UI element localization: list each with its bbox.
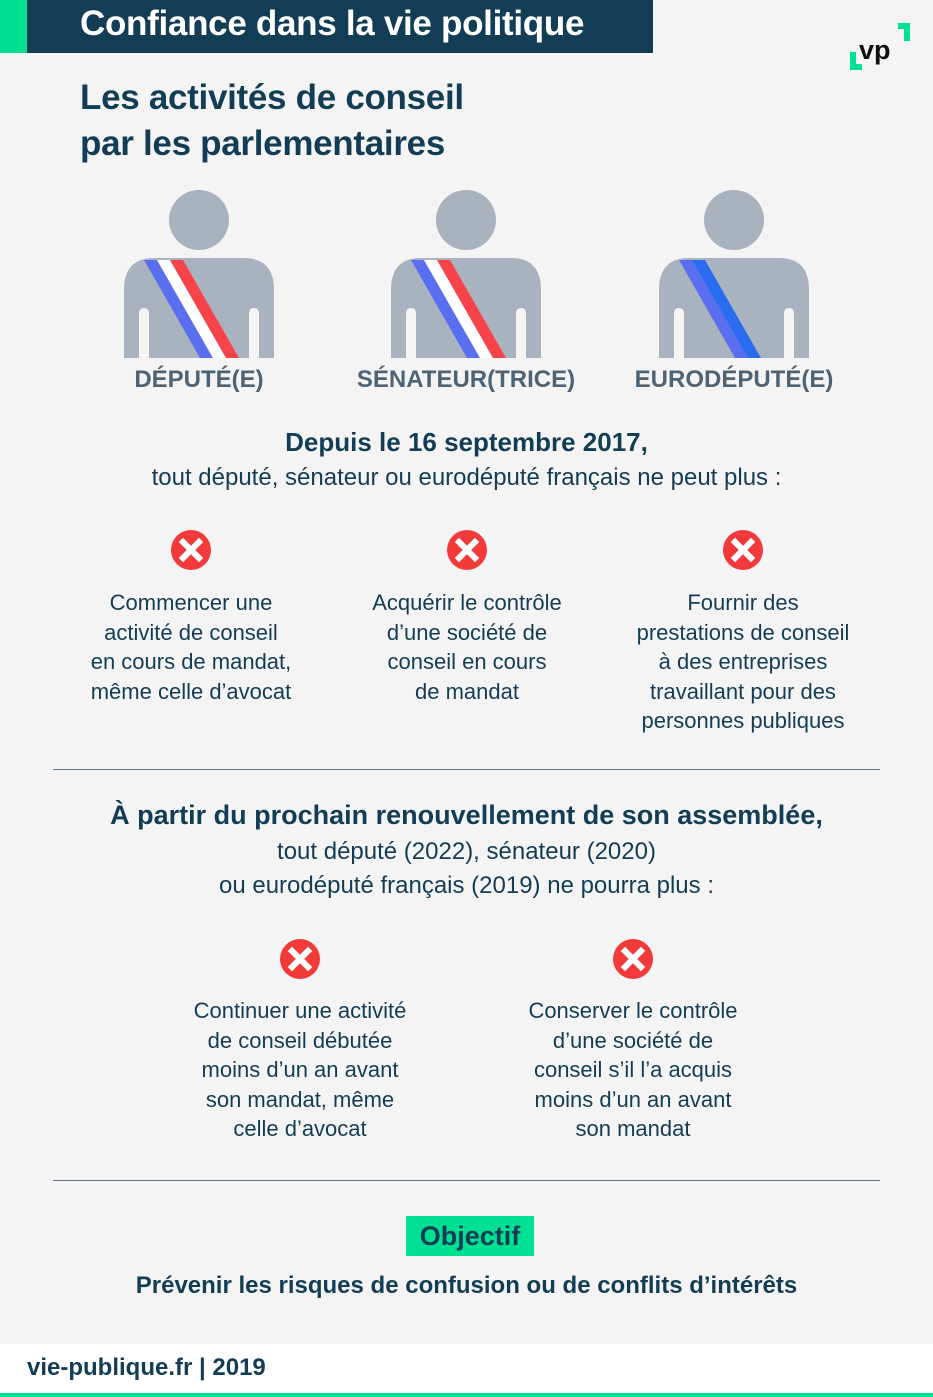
vp-logo-icon <box>846 20 914 72</box>
section2-subheading-1: tout député (2022), sénateur (2020) <box>277 838 656 865</box>
objectif-badge: Objectif <box>406 1216 534 1256</box>
section2-subheading-2: ou eurodéputé français (2019) ne pourra plus : <box>219 872 714 899</box>
section1-subheading: tout député, sénateur ou eurodéputé français ne peut plus : <box>151 464 782 491</box>
figure-label-senateur: SÉNATEUR(TRICE) <box>356 366 576 393</box>
page-title <box>80 75 464 167</box>
section2-item-1: Continuer une activité de conseil débutée moins d’un an avant son mandat, même celle d’avocat <box>193 998 407 1141</box>
footer-accent-line <box>0 1393 933 1397</box>
category-title: Confiance dans la vie politique <box>80 4 585 43</box>
x-circle-icon <box>446 529 488 571</box>
x-circle-icon <box>612 938 654 980</box>
section1-header <box>0 427 933 492</box>
section2-header <box>0 800 933 903</box>
figure-label-eurodepute: EURODÉPUTÉ(E) <box>634 366 834 393</box>
footer-source: vie-publique.fr | 2019 <box>27 1354 266 1381</box>
section-divider <box>53 769 880 770</box>
objectif-text: Prévenir les risques de confusion ou de conflits d’intérêts <box>135 1272 798 1299</box>
x-circle-icon <box>170 529 212 571</box>
section1-item-2: Acquérir le contrôle d’une société de conseil en cours de mandat <box>372 590 562 704</box>
page-title-line-2: par les parlementaires <box>80 124 445 163</box>
page-title-line-1: Les activités de conseil <box>80 78 464 117</box>
eurodepute-figure-icon <box>659 190 809 362</box>
svg-text:vp: vp <box>859 35 891 65</box>
header-accent-tab <box>0 0 27 53</box>
section2-item-2: Conserver le contrôle d’une société de conseil s’il l’a acquis moins d’un an avant son mandat <box>528 998 738 1141</box>
section1-heading: Depuis le 16 septembre 2017, <box>285 427 648 457</box>
depute-figure-icon <box>124 190 274 362</box>
figure-label-depute: DÉPUTÉ(E) <box>134 366 264 393</box>
x-circle-icon <box>279 938 321 980</box>
section2-heading: À partir du prochain renouvellement de son assemblée, <box>110 800 823 830</box>
section-divider <box>53 1180 880 1181</box>
senateur-figure-icon <box>391 190 541 362</box>
section1-item-3: Fournir des prestations de conseil à des entreprises travaillant pour des personnes publiques <box>636 590 850 733</box>
x-circle-icon <box>722 529 764 571</box>
section1-item-1: Commencer une activité de conseil en cours de mandat, même celle d’avocat <box>90 590 292 704</box>
